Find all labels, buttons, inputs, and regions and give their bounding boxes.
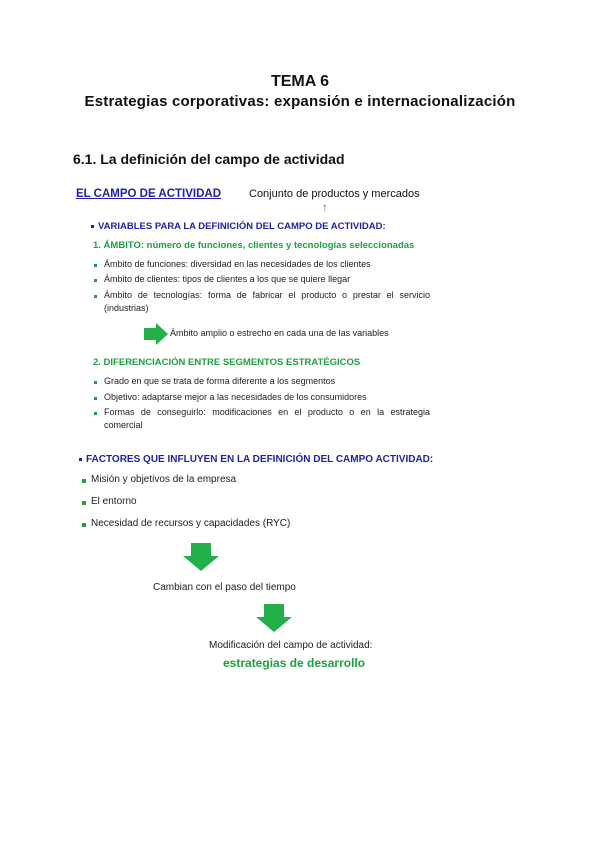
diferenciacion-item: Objetivo: adaptarse mejor a las necesidades de los consumidores	[104, 392, 367, 402]
bullet-icon	[79, 458, 82, 461]
right-arrow-icon	[144, 323, 168, 345]
down-arrow-icon	[256, 604, 292, 632]
factor-item: El entorno	[91, 496, 137, 507]
up-arrow-icon: ↑	[322, 200, 328, 214]
bullet-icon	[82, 523, 86, 527]
modificacion-text: Modificación del campo de actividad:	[209, 640, 373, 651]
diferenciacion-item: Grado en que se trata de forma diferente a los segmentos	[104, 376, 336, 386]
variables-heading: VARIABLES PARA LA DEFINICIÓN DEL CAMPO DE ACTIVIDAD:	[91, 221, 386, 232]
bullet-icon	[82, 479, 86, 483]
factor-item: Necesidad de recursos y capacidades (RYC)	[91, 518, 291, 529]
bullet-icon	[94, 412, 97, 415]
campo-definition: Conjunto de productos y mercados	[249, 188, 420, 200]
factores-heading: FACTORES QUE INFLUYEN EN LA DEFINICIÓN DEL CAMPO ACTIVIDAD:	[79, 454, 433, 465]
diferenciacion-heading: 2. DIFERENCIACIÓN ENTRE SEGMENTOS ESTRATÉGICOS	[93, 357, 361, 368]
bullet-icon	[94, 295, 97, 298]
tema-subtitle: Estrategias corporativas: expansión e internacionalización	[84, 93, 516, 110]
bullet-icon	[94, 264, 97, 267]
factor-item: Misión y objetivos de la empresa	[91, 474, 237, 485]
estrategias-text: estrategias de desarrollo	[223, 656, 366, 670]
bullet-icon	[94, 397, 97, 400]
ambito-item: Ámbito de clientes: tipos de clientes a los que se quiere llegar	[104, 274, 351, 284]
bullet-icon	[91, 225, 94, 228]
down-arrow-icon	[183, 543, 219, 571]
diferenciacion-item: Formas de conseguirlo: modificaciones en el producto o en la estrategia comercial	[104, 407, 430, 430]
tema-title: TEMA 6	[270, 73, 330, 90]
bullet-icon	[94, 381, 97, 384]
section-title: 6.1. La definición del campo de actividad	[73, 151, 345, 167]
ambito-item: Ámbito de funciones: diversidad en las necesidades de los clientes	[104, 259, 371, 269]
bullet-icon	[82, 501, 86, 505]
ambito-result: Ámbito amplio o estrecho en cada una de las variables	[170, 328, 389, 338]
campo-label: EL CAMPO DE ACTIVIDAD	[76, 188, 222, 200]
cambian-text: Cambian con el paso del tiempo	[153, 582, 296, 593]
bullet-icon	[94, 279, 97, 282]
ambito-item: Ámbito de tecnologías: forma de fabricar el producto o prestar el servicio (industrias)	[104, 290, 430, 313]
ambito-heading: 1. ÁMBITO: número de funciones, clientes y tecnologías seleccionadas	[93, 240, 415, 251]
